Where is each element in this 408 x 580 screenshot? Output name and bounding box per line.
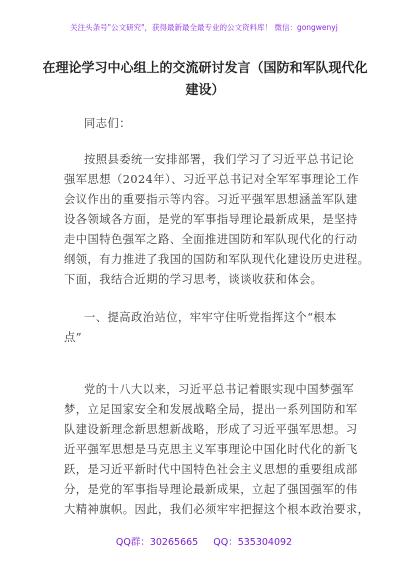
paragraph-line: 大精神旗帜。因此，我们必须牢牢把握这个根本政治要求，: [64, 503, 370, 516]
title-line-2: 建设）: [185, 83, 225, 98]
paragraph-line: 分，是党的军事指导理论最新成果，立起了强国强军的伟: [64, 483, 358, 496]
paragraph-line: 近平强军思想是马克思主义军事理论中国化时代化的新飞: [64, 443, 358, 456]
greeting: 同志们：: [84, 117, 131, 130]
header-banner: 关注头条号"公文研究"，获得最新最全最专业的公文资料库！ 微信：gongwenyj: [70, 23, 338, 32]
title-line-1: 在理论学习中心组上的交流研讨发言（国防和军队现代化: [42, 61, 368, 76]
footer-qq-group: QQ群：30265665: [115, 537, 199, 548]
footer-qq: QQ：535304092: [213, 537, 293, 548]
section-heading: 点”: [64, 331, 82, 344]
paragraph-line: 梦，立足国家安全和发展战略全局，提出一系列国防和军: [64, 403, 358, 416]
paragraph-line: 跃，是习近平新时代中国特色社会主义思想的重要组成部: [64, 463, 358, 476]
paragraph-line: 下面，我结合近期的学习思考，谈谈收获和体会。: [64, 273, 323, 286]
document-title: [40, 58, 370, 102]
paragraph-line: 党的十八大以来，习近平总书记着眼实现中国梦强军: [84, 383, 355, 396]
section-heading: 一、提高政治站位，牢牢守住听党指挥这个“根本: [84, 311, 337, 324]
paragraph-line: 队建设新理念新思想新战略，形成了习近平强军思想。习: [64, 423, 358, 436]
paragraph-line: 强军思想（2024年）、习近平总书记对全军军事理论工作: [64, 173, 360, 186]
paragraph-line: 按照县委统一安排部署，我们学习了习近平总书记论: [84, 153, 355, 166]
footer: [0, 534, 408, 548]
paragraph-line: 设各领域各方面，是党的军事指导理论最新成果，是坚持: [64, 213, 358, 226]
paragraph-line: 走中国特色强军之路、全面推进国防和军队现代化的行动: [64, 233, 358, 246]
paragraph-line: 会议作出的重要指示等内容。习近平强军思想涵盖军队建: [64, 193, 358, 206]
paragraph-line: 纲领，有力推进了我国的国防和军队现代化建设历史进程。: [64, 253, 370, 266]
